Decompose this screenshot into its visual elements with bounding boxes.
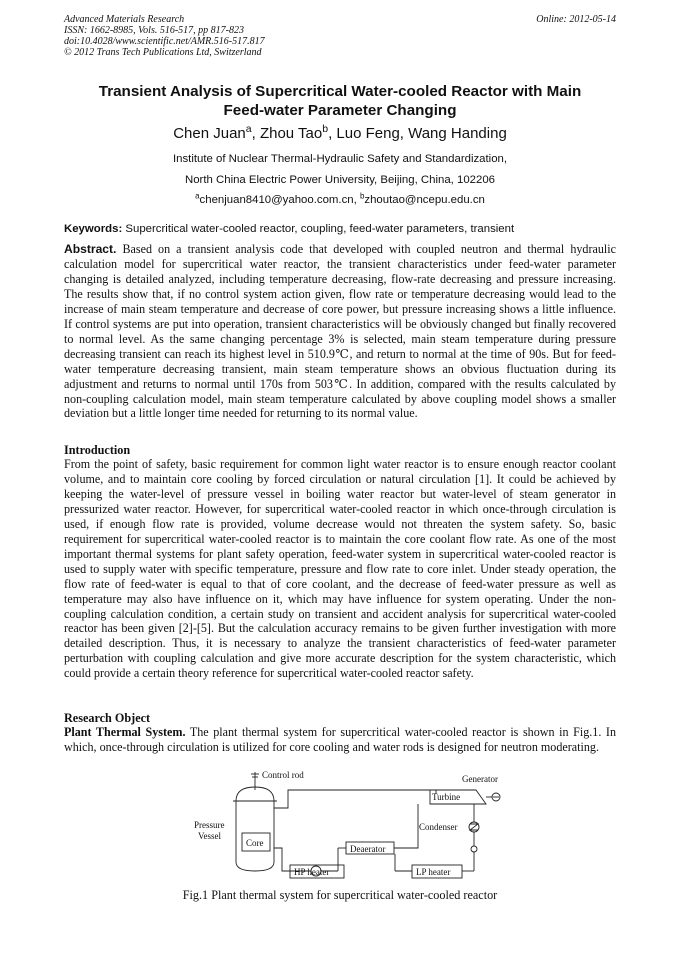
- plant-thermal-text: The plant thermal system for supercritical water-cooled reactor is shown in Fig.1. In which, once-through circulation is utilized for core cooling and water rods is designed for neutron moderating.: [64, 725, 616, 754]
- journal-name: Advanced Materials Research: [64, 14, 185, 25]
- author-2-sup: b: [322, 123, 329, 136]
- label-turbine: Turbine: [432, 792, 461, 802]
- keywords-label: Keywords:: [64, 223, 123, 235]
- email-line: [64, 193, 616, 207]
- label-hp-heater: HP heater: [294, 867, 330, 877]
- label-lp-heater: LP heater: [416, 867, 451, 877]
- condensate-pump: [471, 846, 477, 852]
- email-a-sup: a: [195, 191, 200, 201]
- introduction-text: From the point of safety, basic requirement for common light water reactor is to ensure enough reactor coolant volume, and to maintain core cooling by forced circulation or natural circulation [1]. It could be achieved by keeping the water-level of pressure vessel in boiling water reactor but water-level of steam generator in pressurized water reactor. However, for supercritical water-cooled reactor in which once-through circulation is used, if enough flow rate is provided, volume decrease would not threaten the system safety. So, basic requirement for supercritical water-cooled reactor is to maintain the core coolant flow rate. As one of the most important thermal systems for plant safety operation, feed-water system in supercritical water-cooled reactor is used to supply water with specific temperature, pressure and flow rate to core inlet. Under steady operation, the flow rate of feed-water is equal to that of core coolant, and the decrease of feed-water pressure as well as temperature may also have influence on it, which may have influence for system operating. Under the non-coupling calculation condition, a certain study on transient and accident analysis for supercritical water-cooled reactor has been given [2]-[5]. But the calculation accuracy remains to be given further investigation with more detailed description. Thus, it is necessary to analyze the transient characteristics of feed-water parameter perturbation with coupling calculation and give more accurate description for the system characteristic, which could provide a certain theory reference for supercritical water-cooled reactor safety.: [64, 457, 616, 681]
- label-deaerator: Deaerator: [350, 844, 386, 854]
- paper-title: [64, 82, 616, 120]
- email-a[interactable]: chenjuan8410@yahoo.com.cn,: [199, 194, 360, 206]
- email-b[interactable]: zhoutao@ncepu.edu.cn: [364, 194, 485, 206]
- plant-thermal-system-paragraph: [64, 725, 616, 755]
- label-core: Core: [246, 838, 264, 848]
- other-authors: , Luo Feng, Wang Handing: [328, 125, 507, 142]
- page-header: [64, 14, 616, 58]
- author-list: [64, 124, 616, 144]
- email-b-sup: b: [359, 191, 365, 201]
- plant-thermal-system-diagram: [190, 768, 510, 883]
- keywords: [64, 222, 616, 236]
- abstract-label: Abstract.: [64, 242, 117, 256]
- label-control-rod: Control rod: [262, 770, 304, 780]
- research-object-heading: Research Object: [64, 711, 151, 725]
- abstract-text: Based on a transient analysis code that developed with coupled neutron and thermal hydraulic calculation model for supercritical water reactor, the transient characteristics under feed-water parameter changing is detailed analyzed, including temperature decreasing, flow-rate decreasing and pressure increasing. The results show that, if no control system action given, flow rate or temperature decreasing would lead to the increase of main steam temperature and decrease of core power, but pressure increasing shows a little influence. If control systems are put into operation, transient characteristics will be obviously changed but finally recovered to normal level. As the same changing percentage 3% is selected, main steam temperature during pressure decreasing transient can reach its highest level in 510.9℃, and return to normal at the time of 90s. But for feed-water temperature decreasing transient, main steam temperature shows an obvious fluctuation during its adjustment and returns to normal until 170s from 503℃. In addition, compared with the results calculated by non-coupling calculation model, main steam temperature calculated by above coupling model shows a smaller deviation but a little longer time needed for returning to its normal value.: [64, 242, 616, 421]
- keywords-text: Supercritical water-cooled reactor, coupling, feed-water parameters, transient: [122, 223, 515, 235]
- copyright-line: © 2012 Trans Tech Publications Ltd, Switzerland: [64, 47, 262, 58]
- label-condenser: Condenser: [419, 822, 458, 832]
- label-generator: Generator: [462, 774, 498, 784]
- title-line-1: Transient Analysis of Supercritical Water-cooled Reactor with Main: [98, 83, 582, 100]
- affiliation-line-2: North China Electric Power University, Beijing, China, 102206: [184, 174, 495, 186]
- author-2: , Zhou Tao: [251, 125, 323, 142]
- issn-line: ISSN: 1662-8985, Vols. 516-517, pp 817-823: [64, 25, 244, 36]
- pressure-vessel-shape: [233, 772, 277, 871]
- plant-thermal-label: Plant Thermal System.: [64, 725, 186, 739]
- label-pressure: Pressure: [194, 820, 225, 830]
- label-vessel: Vessel: [198, 831, 221, 841]
- online-date: Online: 2012-05-14: [536, 14, 616, 25]
- author-1-sup: a: [245, 123, 252, 136]
- abstract: [64, 242, 616, 421]
- turbine-extraction-line: [394, 804, 418, 848]
- main-steam-line: [274, 790, 436, 808]
- title-line-2: Feed-water Parameter Changing: [223, 102, 457, 119]
- figure-caption: Fig.1 Plant thermal system for supercritical water-cooled reactor: [182, 888, 498, 902]
- feedwater-inlet-line: [274, 848, 290, 871]
- introduction-heading: Introduction: [64, 443, 131, 457]
- doi-line: doi:10.4028/www.scientific.net/AMR.516-517.817: [64, 36, 265, 47]
- author-1: Chen Juan: [173, 125, 246, 142]
- affiliation-line-1: Institute of Nuclear Thermal-Hydraulic Safety and Standardization,: [172, 153, 508, 165]
